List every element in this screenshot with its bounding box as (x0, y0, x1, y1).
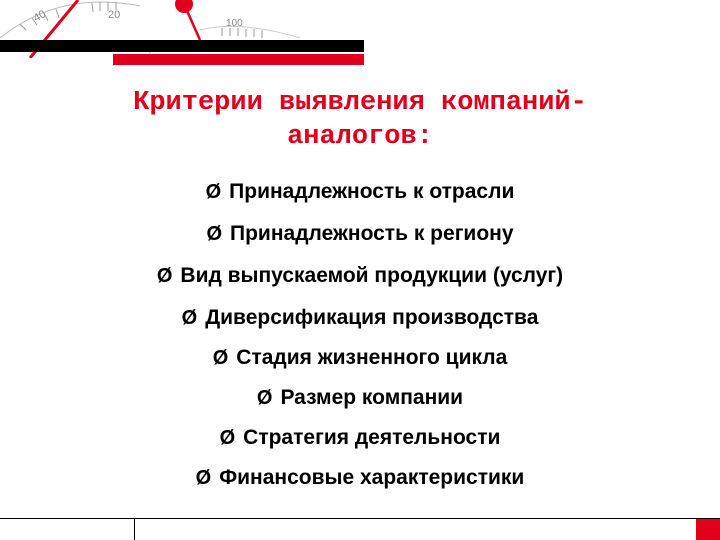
list-item (0, 220, 720, 248)
bullet-arrow-icon: Ø (212, 347, 229, 369)
bullet-arrow-icon: Ø (219, 427, 236, 449)
list-item-label: Вид выпускаемой продукции (услуг) (180, 264, 564, 287)
slide-title (60, 86, 660, 154)
slide-title-line-2: аналогов: (287, 122, 433, 152)
footer-tick (134, 518, 135, 540)
bullet-arrow-icon: Ø (181, 307, 198, 329)
list-item-label: Размер компании (280, 386, 464, 409)
list-item (0, 178, 720, 206)
header-red-bar (113, 54, 364, 65)
list-item-label: Принадлежность к региону (230, 222, 514, 245)
list-item-label: Стратегия деятельности (243, 426, 501, 449)
list-item-label: Стадия жизненного цикла (236, 346, 508, 369)
list-item-label: Принадлежность к отрасли (229, 180, 515, 203)
list-item-label: Диверсификация производства (205, 306, 539, 329)
bullet-arrow-icon: Ø (156, 265, 173, 287)
list-item (0, 262, 720, 290)
list-item-label: Финансовые характеристики (219, 466, 525, 489)
list-item (0, 464, 720, 492)
list-item (0, 424, 720, 452)
bullet-arrow-icon: Ø (205, 181, 222, 203)
gauge-label-20: 20 (108, 9, 121, 21)
bullet-arrow-icon: Ø (256, 387, 273, 409)
list-item (0, 344, 720, 372)
footer-red-block (696, 519, 720, 540)
bullet-arrow-icon: Ø (195, 467, 212, 489)
header-black-bar (0, 40, 364, 52)
slide-title-line-1: Критерии выявления компаний- (133, 88, 587, 118)
gauge-label-100: 100 (226, 18, 243, 29)
list-item (0, 304, 720, 332)
bullet-arrow-icon: Ø (206, 223, 223, 245)
footer-divider (0, 518, 720, 519)
gauge-label-40: 40 (31, 8, 49, 25)
list-item (0, 384, 720, 412)
